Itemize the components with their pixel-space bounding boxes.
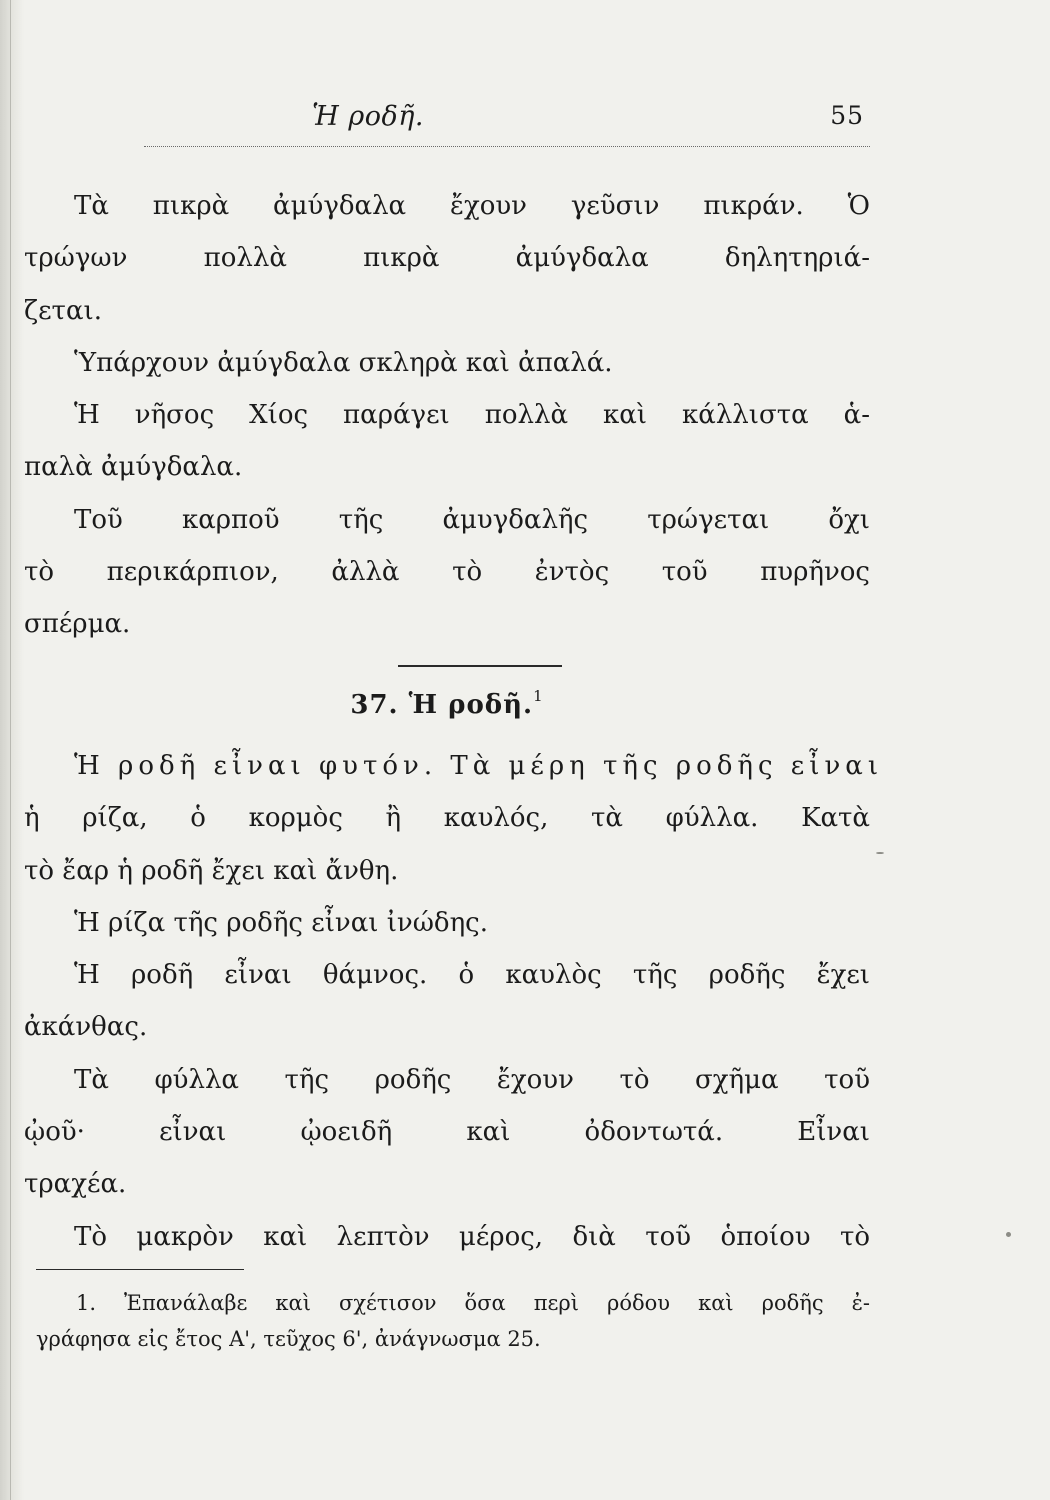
header-rule [144, 146, 870, 147]
paragraph [24, 389, 870, 494]
section-divider [398, 665, 562, 667]
text-line: Ὑπάρχουν ἀμύγδαλα σκληρὰ καὶ ἀπαλά. [74, 347, 613, 378]
text-line: ᾠοῦ· εἶναι ᾠοειδῆ καὶ ὀδοντωτά. Εἶναι [24, 1117, 870, 1148]
text-line: Τὰ φύλλα τῆς ροδῆς ἔχουν τὸ σχῆμα τοῦ [74, 1064, 870, 1095]
scan-margin-shadow [0, 0, 24, 1500]
footnote-marker: 1 [533, 687, 544, 705]
scan-speck [1006, 1232, 1011, 1237]
text-line: ἀκάνθας. [24, 1012, 148, 1043]
book-page [24, 95, 884, 1351]
text-line: Τοῦ καρποῦ τῆς ἀμυγδαλῆς τρώγεται ὄχι [74, 504, 870, 535]
text-line: σπέρμα. [24, 609, 131, 640]
scan-speck [876, 852, 884, 854]
text-line: Ἡ νῆσος Χίος παράγει πολλὰ καὶ κάλλιστα ἁ- [74, 400, 870, 431]
text-line: ἡ ρίζα, ὁ κορμὸς ἢ καυλός, τὰ φύλλα. Κατὰ [24, 803, 870, 834]
paragraph [24, 180, 870, 337]
text-line: Τὰ πικρὰ ἀμύγδαλα ἔχουν γεῦσιν πικράν. Ὁ [74, 191, 870, 221]
page-header [24, 95, 870, 143]
footnote [24, 1285, 870, 1357]
text-line: τρώγων πολλὰ πικρὰ ἀμύγδαλα δηλητηριά- [24, 243, 870, 274]
paragraph [24, 494, 870, 651]
scan-margin-line [10, 0, 11, 1500]
text-line: Τὸ μακρὸν καὶ λεπτὸν μέρος, διὰ τοῦ ὁποίου τὸ [74, 1221, 870, 1252]
footnote-line: 1. Ἐπανάλαβε καὶ σχέτισον ὅσα περὶ ρόδου καὶ ροδῆς ἐ- [76, 1291, 870, 1315]
footnote-rule [36, 1269, 244, 1270]
text-line: τὸ ἔαρ ἡ ροδῆ ἔχει καὶ ἄνθη. [24, 855, 399, 886]
text-line: Ἡ ροδῆ εἶναι θάμνος. ὁ καυλὸς τῆς ροδῆς ἔχει [74, 960, 870, 991]
section-body [24, 740, 884, 1263]
text-line: τραχέα. [24, 1169, 127, 1200]
section-heading-text: 37. Ἡ ροδῆ. [350, 690, 534, 720]
text-line: ζεται. [24, 295, 102, 326]
paragraph [24, 337, 870, 389]
text-line: παλὰ ἀμύγδαλα. [24, 452, 243, 483]
text-line: Ἡ ροδῆ εἶναι φυτόν. Τὰ μέρη τῆς ροδῆς εἶναι [74, 751, 884, 781]
text-line: τὸ περικάρπιον, ἀλλὰ τὸ ἐντὸς τοῦ πυρῆνος [24, 557, 870, 588]
running-title: Ἡ ροδῆ. [312, 101, 425, 132]
page-number: 55 [830, 101, 864, 130]
text-line: Ἡ ρίζα τῆς ροδῆς εἶναι ἰνώδης. [74, 907, 488, 938]
section-heading [24, 687, 870, 720]
footnote-line: γράφησα εἰς ἔτος Α', τεῦχος 6', ἀνάγνωσμα 25. [36, 1327, 541, 1351]
body-text-top [24, 180, 870, 651]
